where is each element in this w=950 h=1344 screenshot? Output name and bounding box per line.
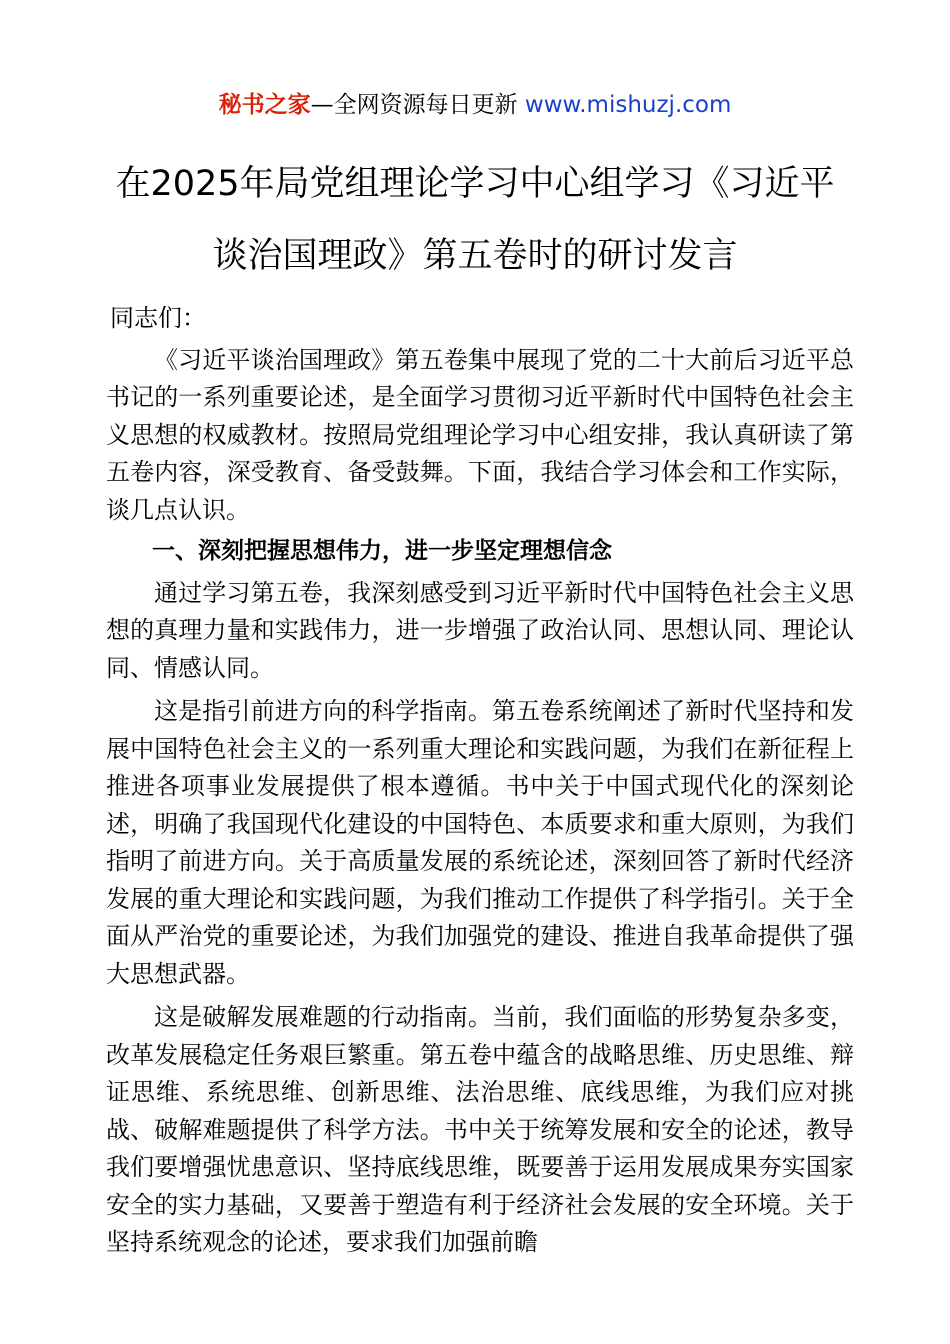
- paragraph-section-1-intro: 通过学习第五卷，我深刻感受到习近平新时代中国特色社会主义思想的真理力量和实践伟力，进一步增强了政治认同、思想认同、理论认同、情感认同。: [106, 578, 854, 682]
- site-url-link[interactable]: www.mishuzj.com: [524, 92, 732, 118]
- document-title-line-2: 谈治国理政》第五卷时的研讨发言: [212, 236, 738, 276]
- site-brand[interactable]: 秘书之家: [218, 92, 311, 118]
- paragraph-action-guide: 这是破解发展难题的行动指南。当前，我们面临的形势复杂多变，改革发展稳定任务艰巨繁重。第五卷中蕴含的战略思维、历史思维、辩证思维、系统思维、创新思维、法治思维、底线思维，为我们应对挑战、破解难题提供了科学方法。书中关于统筹发展和安全的论述，教导我们要增强忧患意识、坚持底线思维，既要善于运用发展成果夯实国家安全的实力基础，又要善于塑造有利于经济社会发展的安全环境。关于坚持系统观念的论述，要求我们加强前瞻: [106, 1003, 854, 1256]
- paragraph-intro: 《习近平谈治国理政》第五卷集中展现了党的二十大前后习近平总书记的一系列重要论述，是全面学习贯彻习近平新时代中国特色社会主义思想的权威教材。按照局党组理论学习中心组安排，我认真研读了第五卷内容，深受教育、备受鼓舞。下面，我结合学习体会和工作实际，谈几点认识。: [106, 345, 854, 524]
- document-title-line-1: 在2025年局党组理论学习中心组学习《习近平: [115, 164, 835, 204]
- document-title: [60, 148, 890, 292]
- section-heading-1: 一、深刻把握思想伟力，进一步坚定理想信念: [152, 538, 612, 564]
- site-header: [0, 88, 950, 122]
- paragraph-scientific-guide: 这是指引前进方向的科学指南。第五卷系统阐述了新时代坚持和发展中国特色社会主义的一系列重大理论和实践问题，为我们在新征程上推进各项事业发展提供了根本遵循。书中关于中国式现代化的深刻论述，明确了我国现代化建设的中国特色、本质要求和重大原则，为我们指明了前进方向。关于高质量发展的系统论述，深刻回答了新时代经济发展的重大理论和实践问题，为我们推动工作提供了科学指引。关于全面从严治党的重要论述，为我们加强党的建设、推进自我革命提供了强大思想武器。: [106, 697, 854, 988]
- greeting: 同志们：: [110, 304, 206, 332]
- site-tagline: —全网资源每日更新: [310, 92, 525, 118]
- document-body: [106, 300, 854, 1262]
